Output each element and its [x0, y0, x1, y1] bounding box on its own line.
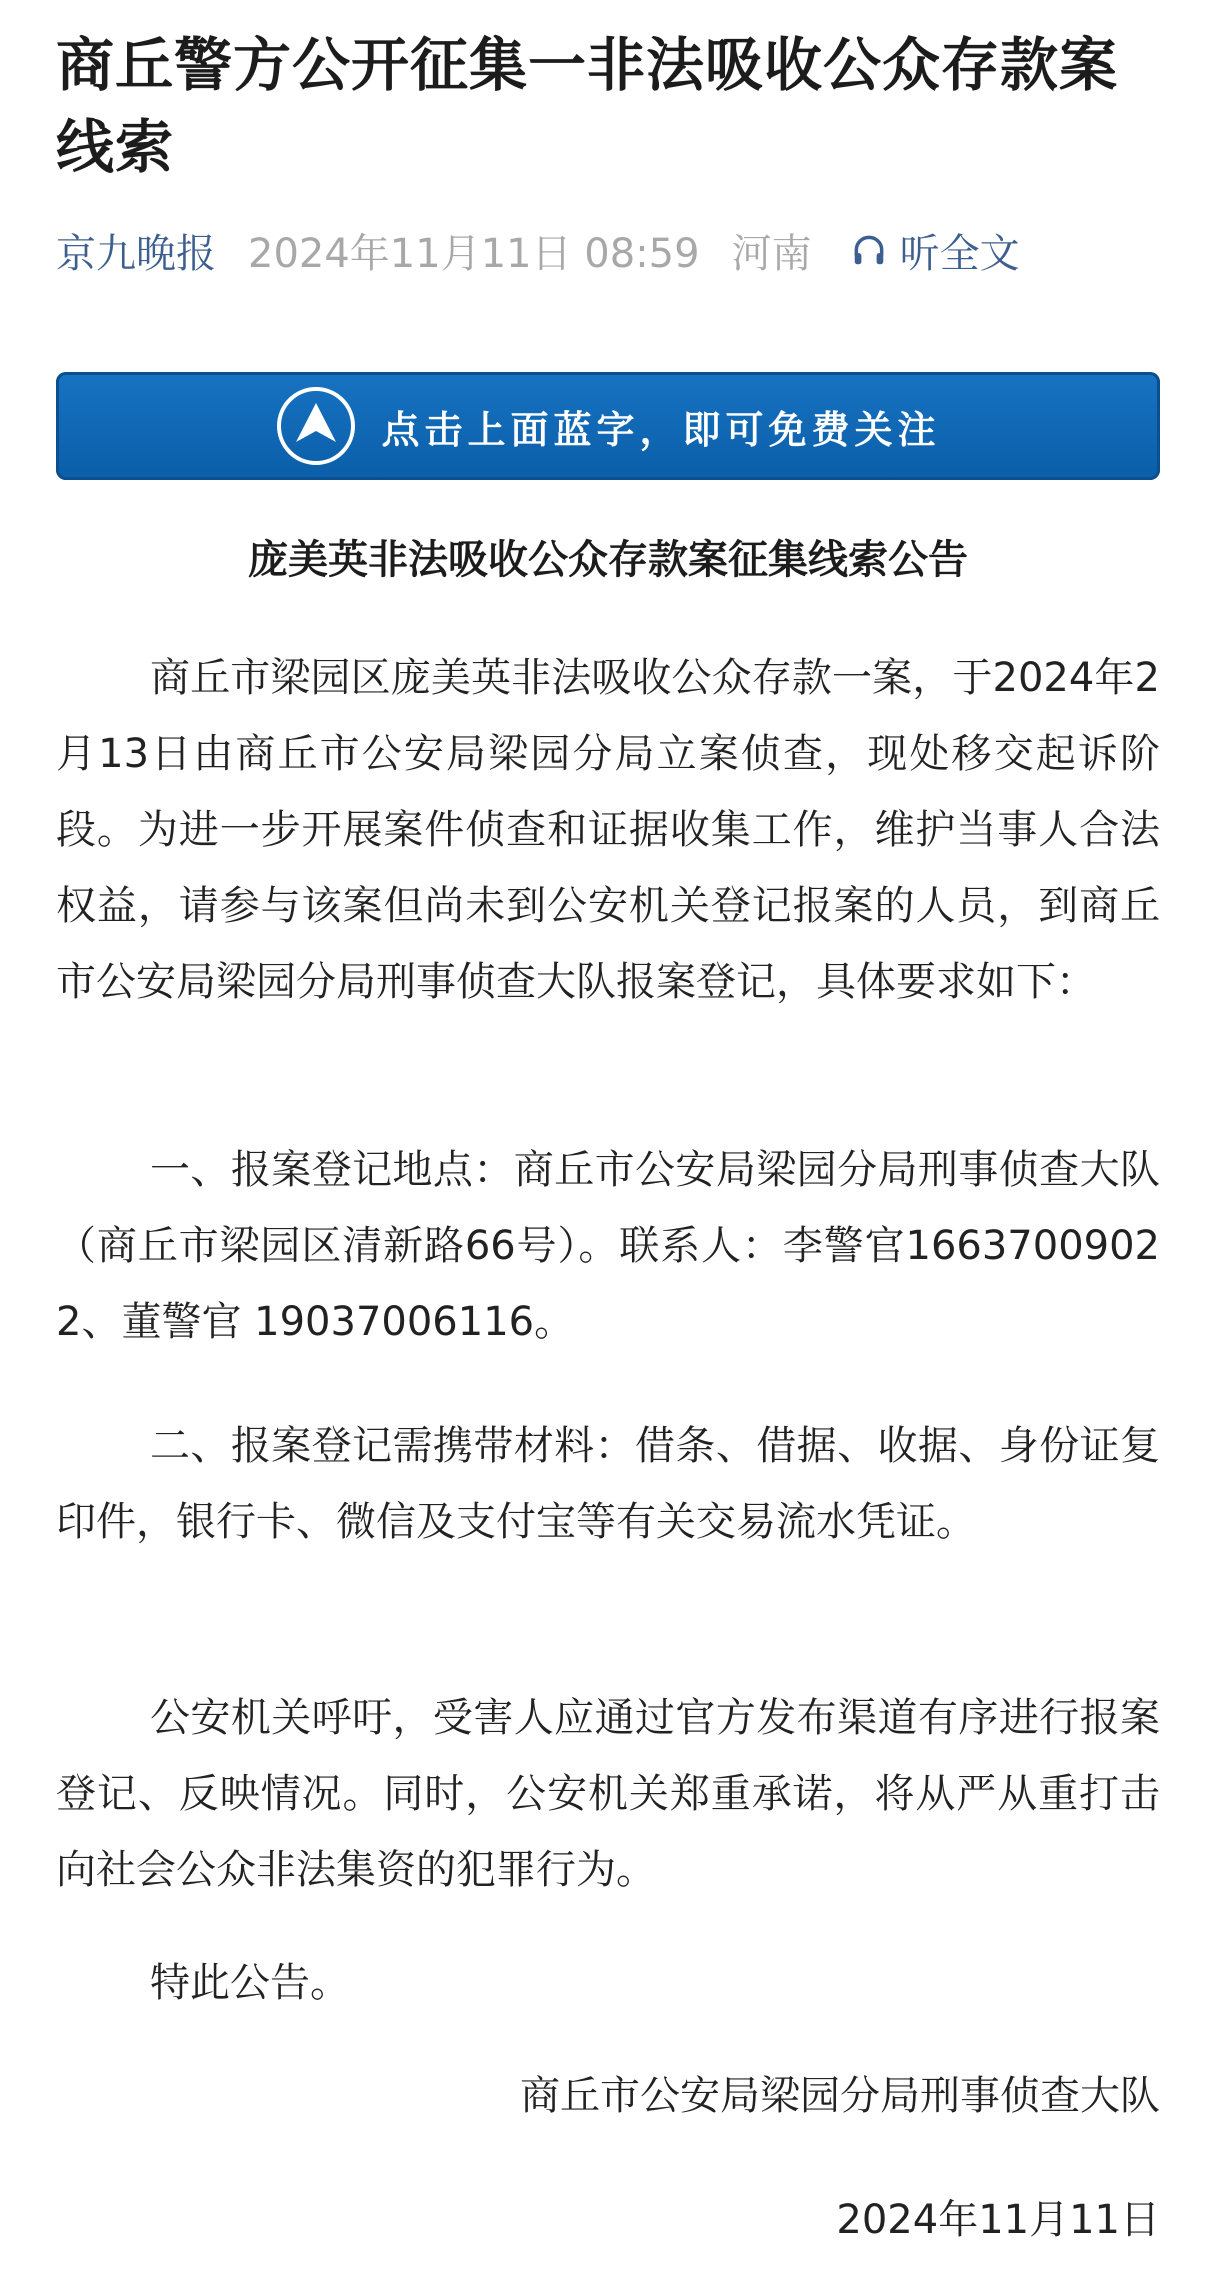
source-link[interactable]: 京九晚报	[56, 230, 216, 277]
notice-title: 庞美英非法吸收公众存款案征集线索公告	[248, 537, 968, 583]
signature-unit: 商丘市公安局梁园分局刑事侦查大队	[520, 2073, 1160, 2119]
region-label: 河南	[731, 230, 812, 277]
follow-banner-text: 点击上面蓝字，即可免费关注	[381, 407, 941, 452]
headphones-icon	[850, 231, 888, 269]
article-meta	[56, 222, 1020, 278]
notice-paragraph-location: 一、报案登记地点：商丘市公安局梁园分局刑事侦查大队（商丘市梁园区清新路66号）。联系人：李警官16637009022、董警官 19037006116。	[56, 1147, 1160, 1345]
signature-date: 2024年11月11日	[836, 2197, 1160, 2243]
arrow-up-circle-icon	[275, 385, 357, 467]
follow-banner[interactable]	[56, 372, 1160, 480]
notice-paragraph-appeal: 公安机关呼吁，受害人应通过官方发布渠道有序进行报案登记、反映情况。同时，公安机关郑重承诺，将从严从重打击向社会公众非法集资的犯罪行为。	[56, 1695, 1160, 1893]
listen-label: 听全文	[899, 230, 1020, 277]
notice-paragraph-intro: 商丘市梁园区庞美英非法吸收公众存款一案，于2024年2月13日由商丘市公安局梁园分局立案侦查，现处移交起诉阶段。为进一步开展案件侦查和证据收集工作，维护当事人合法权益，请参与该案但尚未到公安机关登记报案的人员，到商丘市公安局梁园分局刑事侦查大队报案登记，具体要求如下：	[56, 655, 1160, 1005]
notice-paragraph-materials: 二、报案登记需携带材料：借条、借据、收据、身份证复印件，银行卡、微信及支付宝等有关交易流水凭证。	[56, 1423, 1160, 1545]
notice-paragraph-closing: 特此公告。	[150, 1960, 350, 2006]
listen-full-text-button[interactable]	[850, 222, 1020, 279]
article-title: 商丘警方公开征集一非法吸收公众存款案线索	[56, 31, 1119, 181]
publish-datetime: 2024年11月11日 08:59	[248, 230, 700, 277]
